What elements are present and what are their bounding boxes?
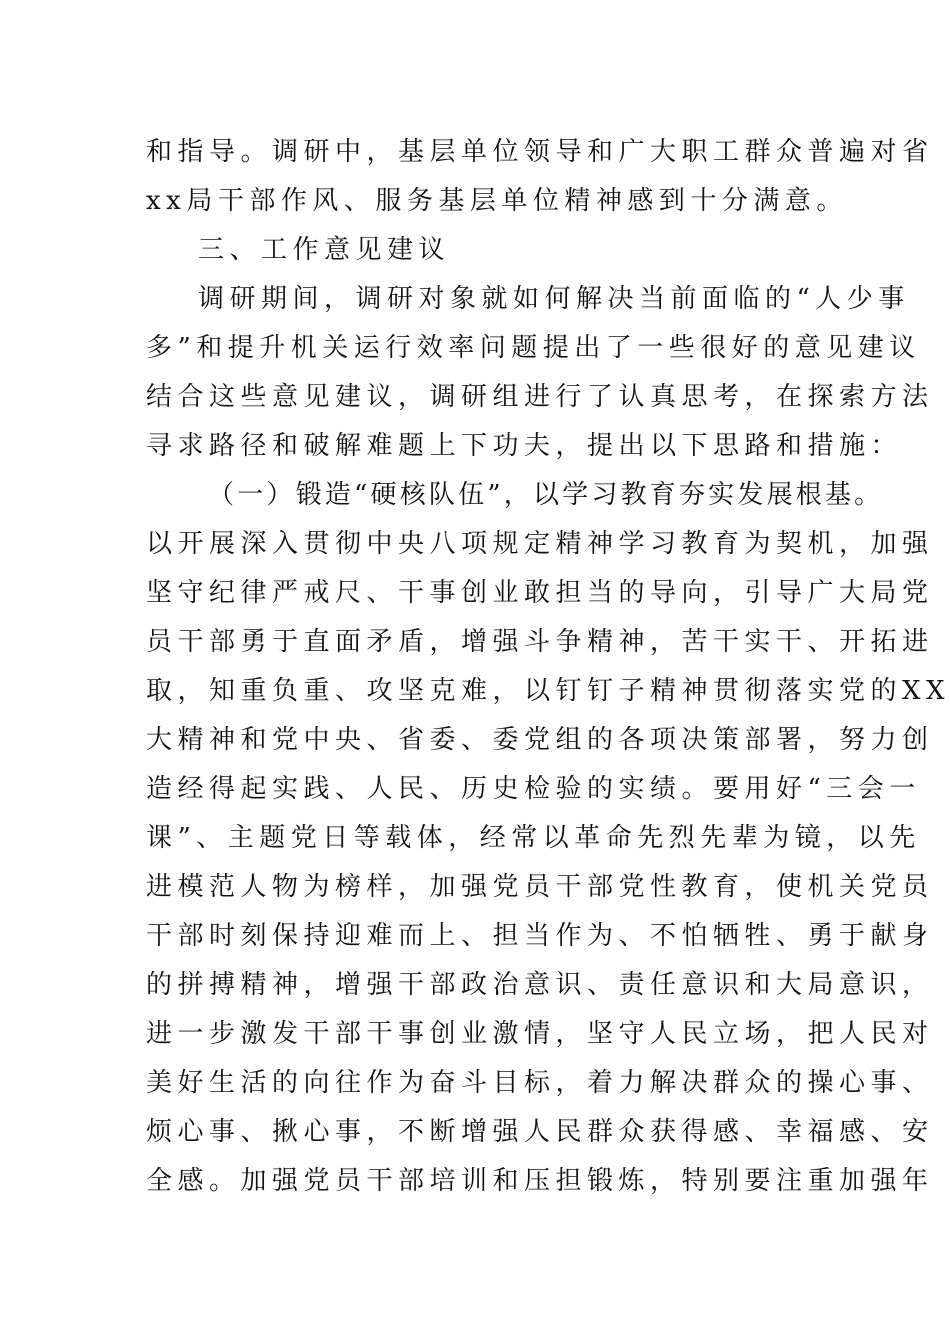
text-line: 坚守纪律严戒尺、干事创业敢担当的导向，引导广大局党 (146, 578, 934, 608)
text-line: 美好生活的向往作为奋斗目标，着力解决群众的操心事、 (146, 1068, 934, 1098)
text-line: 寻求路径和破解难题上下功夫，提出以下思路和措施： (146, 431, 903, 461)
text-line: 进模范人物为榜样，加强党员干部党性教育，使机关党员 (146, 872, 934, 902)
text-line: 以开展深入贯彻中央八项规定精神学习教育为契机，加强 (146, 529, 934, 559)
text-line: 多”和提升机关运行效率问题提出了一些很好的意见建议 (146, 333, 921, 363)
text-line: 烦心事、揪心事，不断增强人民群众获得感、幸福感、安 (146, 1117, 934, 1147)
text-line: 造经得起实践、人民、历史检验的实绩。要用好“三会一 (146, 774, 921, 804)
text-line: 大精神和党中央、省委、委党组的各项决策部署，努力创 (146, 725, 934, 755)
document-body (146, 128, 950, 1206)
text-line: xx局干部作风、服务基层单位精神感到十分满意。 (146, 186, 848, 216)
text-line: 全感。加强党员干部培训和压担锻炼，特别要注重加强年 (146, 1166, 934, 1196)
text-line: 的拼搏精神，增强干部政治意识、责任意识和大局意识， (146, 970, 934, 1000)
text-line: 课”、主题党日等载体，经常以革命先烈先辈为镜，以先 (146, 823, 921, 853)
subsection-heading: （一）锻造“硬核队伍”，以学习教育夯实发展根基。 (208, 480, 884, 510)
text-line: 结合这些意见建议，调研组进行了认真思考，在探索方法 (146, 382, 934, 412)
text-line: 员干部勇于直面矛盾，增强斗争精神，苦干实干、开拓进 (146, 627, 934, 657)
text-line: 干部时刻保持迎难而上、担当作为、不怕牺牲、勇于献身 (146, 921, 934, 951)
text-line: 取，知重负重、攻坚克难，以钉钉子精神贯彻落实党的XX (146, 676, 950, 706)
text-line: 调研期间，调研对象就如何解决当前面临的“人少事 (198, 284, 910, 314)
text-line: 进一步激发干部干事创业激情，坚守人民立场，把人民对 (146, 1019, 934, 1049)
section-heading: 三、工作意见建议 (198, 235, 451, 265)
text-line: 和指导。调研中，基层单位领导和广大职工群众普遍对省 (146, 137, 934, 167)
